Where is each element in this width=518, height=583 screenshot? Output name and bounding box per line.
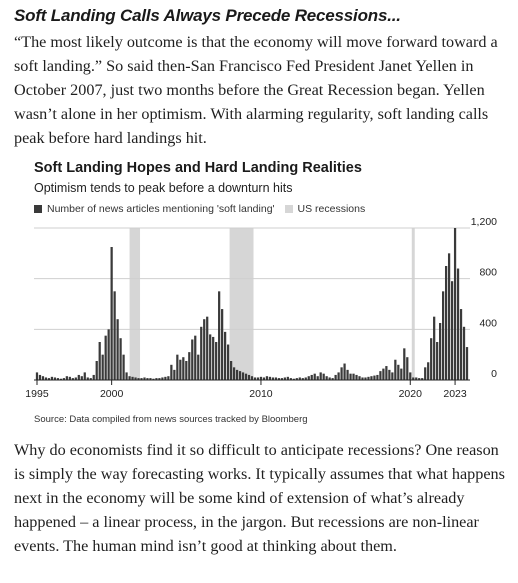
bar bbox=[355, 375, 357, 380]
bar bbox=[248, 375, 250, 380]
y-tick-label: 800 bbox=[479, 266, 497, 279]
bar bbox=[427, 362, 429, 380]
bar bbox=[119, 338, 121, 380]
bar bbox=[451, 281, 453, 380]
bar bbox=[114, 291, 116, 380]
bar bbox=[409, 372, 411, 380]
bar bbox=[349, 374, 351, 380]
bar bbox=[96, 361, 98, 380]
bar bbox=[436, 342, 438, 380]
bar bbox=[394, 360, 396, 380]
x-tick-label: 2000 bbox=[99, 388, 124, 400]
bar bbox=[400, 369, 402, 380]
bar bbox=[99, 342, 101, 380]
bar bbox=[224, 332, 226, 380]
bar bbox=[334, 375, 336, 380]
bar bbox=[245, 374, 247, 380]
y-tick-label: 400 bbox=[479, 317, 497, 330]
bar bbox=[179, 360, 181, 380]
bar bbox=[308, 376, 310, 380]
bar bbox=[173, 370, 175, 380]
recession-band bbox=[412, 228, 415, 380]
bar bbox=[448, 253, 450, 380]
legend-label-recessions: US recessions bbox=[297, 203, 366, 215]
bar bbox=[433, 317, 435, 380]
bar bbox=[373, 376, 375, 380]
bar bbox=[125, 372, 127, 380]
bar bbox=[424, 367, 426, 380]
legend-label-articles: Number of news articles mentioning 'soft landing' bbox=[47, 203, 275, 215]
article-paragraph-1: “The most likely outcome is that the economy will move forward toward a soft landing.” So said then-San Francisco Fed President Janet Yellen in October 2007, just two months before the Great Recession began. Yellen wasn’t alone in her optimism. With alarming regularity, soft landing calls peak before hard landings hit. bbox=[14, 33, 498, 147]
bar bbox=[84, 372, 86, 380]
bar bbox=[197, 355, 199, 380]
bar bbox=[122, 355, 124, 380]
bar bbox=[466, 347, 468, 380]
bar bbox=[376, 375, 378, 380]
bar bbox=[36, 372, 38, 380]
bar bbox=[239, 371, 241, 380]
bar bbox=[188, 352, 190, 380]
bar bbox=[430, 338, 432, 380]
bar bbox=[233, 367, 235, 380]
bar bbox=[102, 355, 104, 380]
x-tick-label: 1995 bbox=[25, 388, 49, 400]
bar bbox=[167, 376, 169, 380]
bar bbox=[78, 375, 80, 380]
bar bbox=[397, 365, 399, 380]
x-tick-label: 2010 bbox=[249, 388, 273, 400]
bar bbox=[194, 336, 196, 380]
bar bbox=[266, 376, 268, 380]
bar bbox=[93, 375, 95, 380]
bar bbox=[326, 376, 328, 380]
bar bbox=[39, 375, 41, 380]
bar bbox=[385, 366, 387, 380]
bar bbox=[215, 342, 217, 380]
bar bbox=[311, 375, 313, 380]
bar bbox=[236, 370, 238, 380]
bar bbox=[206, 317, 208, 380]
bar bbox=[445, 266, 447, 380]
bar bbox=[105, 336, 107, 380]
bar bbox=[230, 361, 232, 380]
article-paragraph-2: Why do economists find it so difficult to anticipate recessions? One reason is simply the way forecasting works. It typically assumes that what happens next in the economy will be some kind of extension of what’s already happened – a linear process, in the jargon. But recessions are non-linear events. The human mind isn’t good at thinking about them. bbox=[14, 441, 505, 555]
bar bbox=[352, 374, 354, 380]
bar bbox=[442, 291, 444, 380]
bar bbox=[454, 228, 456, 380]
bar bbox=[320, 372, 322, 380]
chart-title: Soft Landing Hopes and Hard Landing Realities bbox=[34, 160, 362, 176]
y-tick-label: 0 bbox=[491, 368, 497, 380]
bar bbox=[218, 291, 220, 380]
recession-band bbox=[130, 228, 140, 380]
bar bbox=[403, 348, 405, 380]
bar bbox=[460, 309, 462, 380]
x-tick-label: 2023 bbox=[443, 388, 467, 400]
bar bbox=[116, 319, 118, 380]
y-tick-label: 1,200 bbox=[470, 216, 497, 228]
bar bbox=[391, 372, 393, 380]
bar bbox=[42, 376, 44, 380]
bar bbox=[212, 337, 214, 380]
bar bbox=[191, 339, 193, 380]
bar bbox=[66, 376, 68, 380]
bar bbox=[128, 376, 130, 380]
bar bbox=[221, 309, 223, 380]
bar bbox=[251, 376, 253, 380]
bar bbox=[242, 372, 244, 380]
bar bbox=[170, 365, 172, 380]
bar bbox=[337, 372, 339, 380]
bar bbox=[439, 323, 441, 380]
bar bbox=[323, 374, 325, 380]
bar bbox=[81, 376, 83, 380]
x-tick-label: 2020 bbox=[398, 388, 422, 400]
bar bbox=[358, 376, 360, 380]
bar bbox=[203, 319, 205, 380]
chart-subtitle: Optimism tends to peak before a downturn hits bbox=[34, 181, 293, 195]
bar bbox=[379, 371, 381, 380]
bar bbox=[388, 370, 390, 380]
bar bbox=[346, 370, 348, 380]
bar bbox=[185, 361, 187, 380]
recession-band bbox=[230, 228, 254, 380]
bar bbox=[108, 329, 110, 380]
bar bbox=[457, 269, 459, 380]
bar bbox=[227, 345, 229, 380]
chart-source: Source: Data compiled from news sources tracked by Bloomberg bbox=[34, 414, 308, 425]
bar bbox=[340, 367, 342, 380]
bar bbox=[382, 369, 384, 380]
bar bbox=[182, 357, 184, 380]
bar bbox=[463, 327, 465, 380]
bar bbox=[176, 355, 178, 380]
bar bbox=[317, 376, 319, 380]
bar bbox=[111, 247, 113, 380]
bar bbox=[406, 357, 408, 380]
bar bbox=[343, 364, 345, 380]
bar bbox=[209, 334, 211, 380]
bar bbox=[200, 327, 202, 380]
bar bbox=[370, 376, 372, 380]
article-headline: Soft Landing Calls Always Precede Recessions... bbox=[14, 6, 401, 25]
bar bbox=[314, 374, 316, 380]
